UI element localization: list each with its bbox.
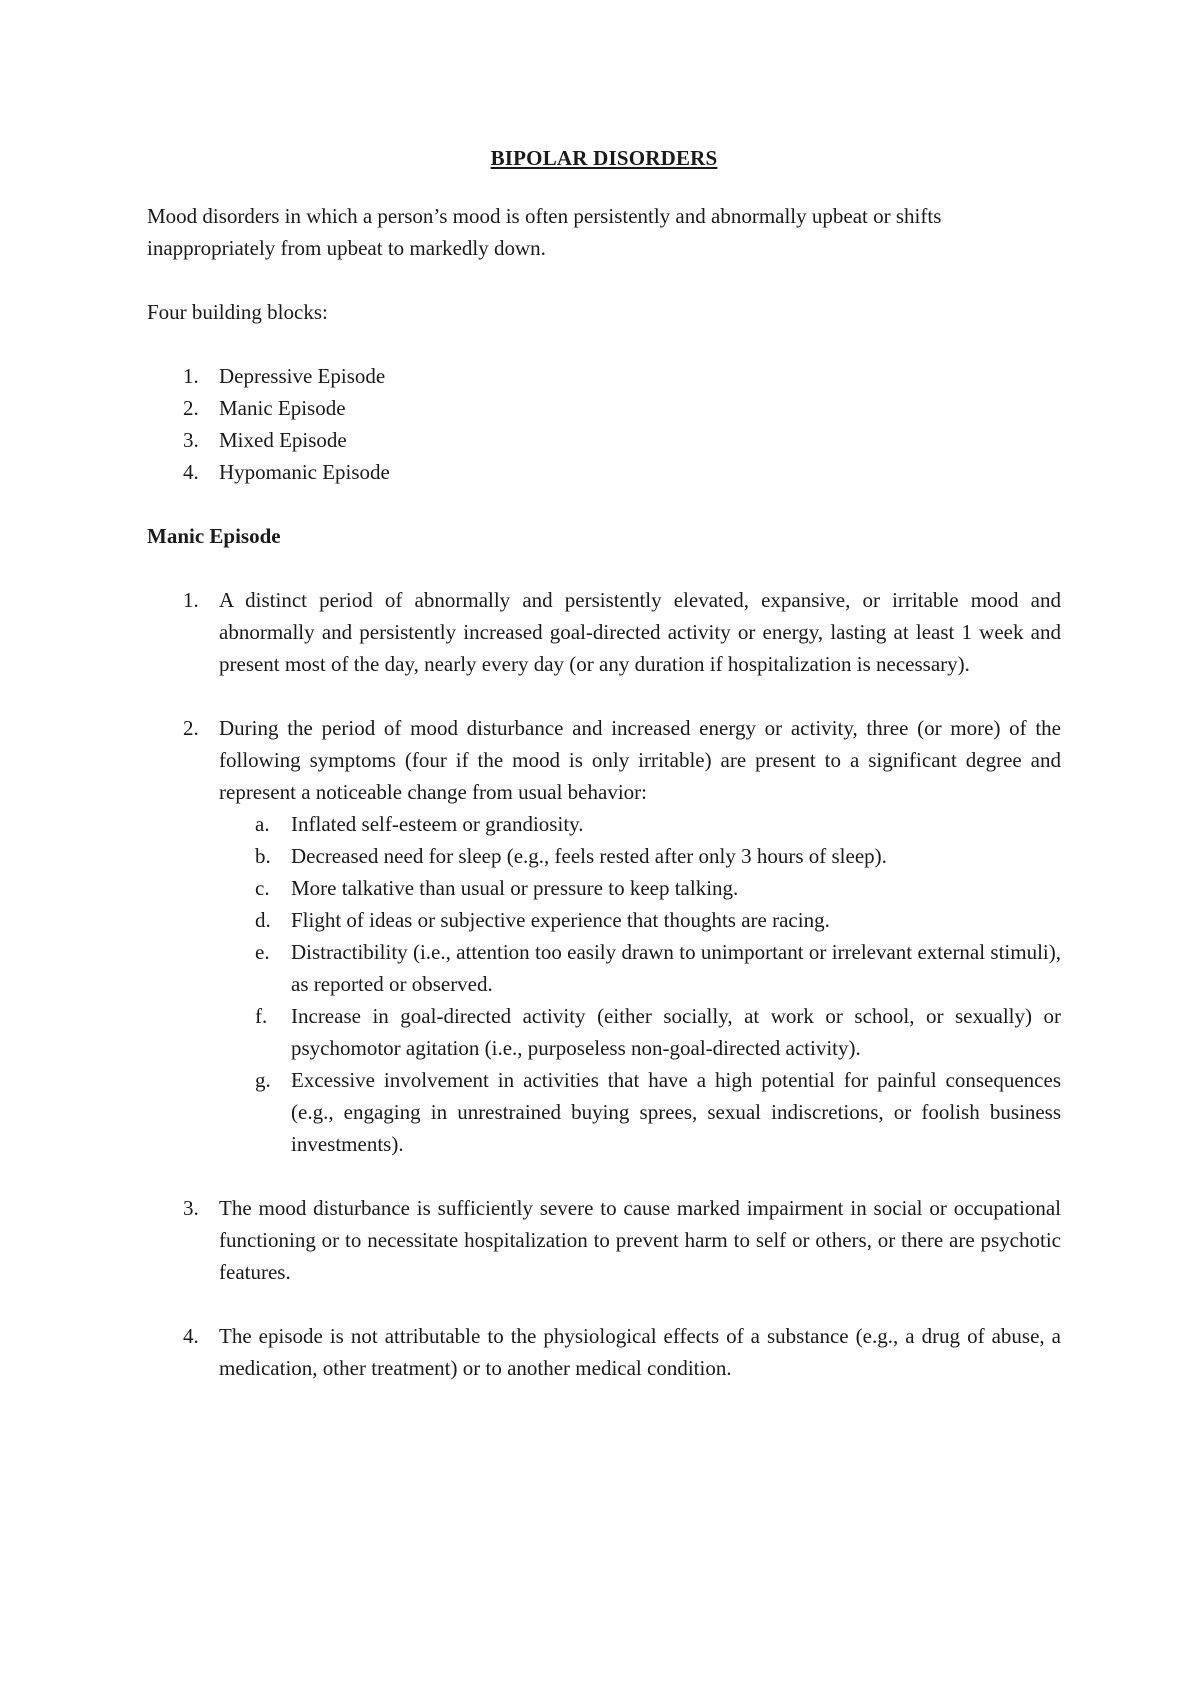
- intro-paragraph: Mood disorders in which a person’s mood is often persistently and abnormally upbeat or shifts inappropriately from upbeat to markedly down.: [147, 204, 942, 260]
- list-item: [147, 456, 1061, 488]
- document-title: BIPOLAR DISORDERS: [490, 146, 718, 170]
- criterion-item: [147, 1320, 1061, 1384]
- symptom-item: [218, 904, 1061, 936]
- list-item-label: Manic Episode: [219, 396, 346, 420]
- list-number: 3.: [183, 428, 199, 452]
- symptom-text: Flight of ideas or subjective experience that thoughts are racing.: [291, 908, 830, 932]
- list-item-label: Mixed Episode: [219, 428, 347, 452]
- criterion-text: A distinct period of abnormally and persistently elevated, expansive, or irritable mood and abnormally and persistently increased goal-directed activity or energy, lasting at least 1 week and present most of the day, nearly every day (or any duration if hospitalization is necessary).: [219, 588, 1061, 676]
- criterion-number: 1.: [183, 588, 199, 612]
- criterion-item: [147, 584, 1061, 680]
- criterion-text: During the period of mood disturbance and increased energy or activity, three (or more) of the following symptoms (four if the mood is only irritable) are present to a significant degree and represent a noticeable change from usual behavior:: [219, 716, 1061, 804]
- list-item-label: Depressive Episode: [219, 364, 386, 388]
- symptom-text: Excessive involvement in activities that have a high potential for painful consequences (e.g., engaging in unrestrained buying sprees, sexual indiscretions, or foolish business investments).: [291, 1068, 1061, 1156]
- criterion-item: [147, 1192, 1061, 1288]
- symptom-text: Increase in goal-directed activity (either socially, at work or school, or sexually) or psychomotor agitation (i.e., purposeless non-goal-directed activity).: [291, 1004, 1061, 1060]
- symptom-letter: g.: [255, 1068, 271, 1092]
- symptom-item: [218, 872, 1061, 904]
- symptom-letter: b.: [255, 844, 271, 868]
- criterion-number: 2.: [183, 716, 199, 740]
- symptom-letter: c.: [255, 876, 270, 900]
- symptom-letter: f.: [255, 1004, 268, 1028]
- symptom-letter: a.: [255, 812, 270, 836]
- symptom-item: [218, 1000, 1061, 1064]
- criterion-number: 4.: [183, 1324, 199, 1348]
- building-blocks-list: [147, 360, 1061, 488]
- building-blocks-heading: Four building blocks:: [147, 300, 328, 324]
- list-item: [147, 392, 1061, 424]
- document-body: [147, 142, 1061, 1416]
- list-item-label: Hypomanic Episode: [219, 460, 390, 484]
- symptom-text: More talkative than usual or pressure to keep talking.: [291, 876, 739, 900]
- criterion-number: 3.: [183, 1196, 199, 1220]
- symptom-text: Decreased need for sleep (e.g., feels rested after only 3 hours of sleep).: [291, 844, 887, 868]
- manic-criteria-list: [147, 584, 1061, 1384]
- symptom-item: [218, 808, 1061, 840]
- list-number: 2.: [183, 396, 199, 420]
- criterion-item: [147, 712, 1061, 1160]
- symptom-letter: e.: [255, 940, 270, 964]
- list-number: 1.: [183, 364, 199, 388]
- symptom-item: [218, 840, 1061, 872]
- symptom-item: [218, 1064, 1061, 1160]
- list-number: 4.: [183, 460, 199, 484]
- symptom-sublist: [219, 808, 1061, 1160]
- criterion-text: The mood disturbance is sufficiently severe to cause marked impairment in social or occupational functioning or to necessitate hospitalization to prevent harm to self or others, or there are psychotic features.: [219, 1196, 1061, 1284]
- list-item: [147, 360, 1061, 392]
- criterion-text: The episode is not attributable to the physiological effects of a substance (e.g., a drug of abuse, a medication, other treatment) or to another medical condition.: [219, 1324, 1061, 1380]
- manic-episode-heading: Manic Episode: [147, 524, 281, 548]
- symptom-text: Inflated self-esteem or grandiosity.: [291, 812, 584, 836]
- list-item: [147, 424, 1061, 456]
- symptom-text: Distractibility (i.e., attention too easily drawn to unimportant or irrelevant external stimuli), as reported or observed.: [291, 940, 1061, 996]
- symptom-letter: d.: [255, 908, 271, 932]
- symptom-item: [218, 936, 1061, 1000]
